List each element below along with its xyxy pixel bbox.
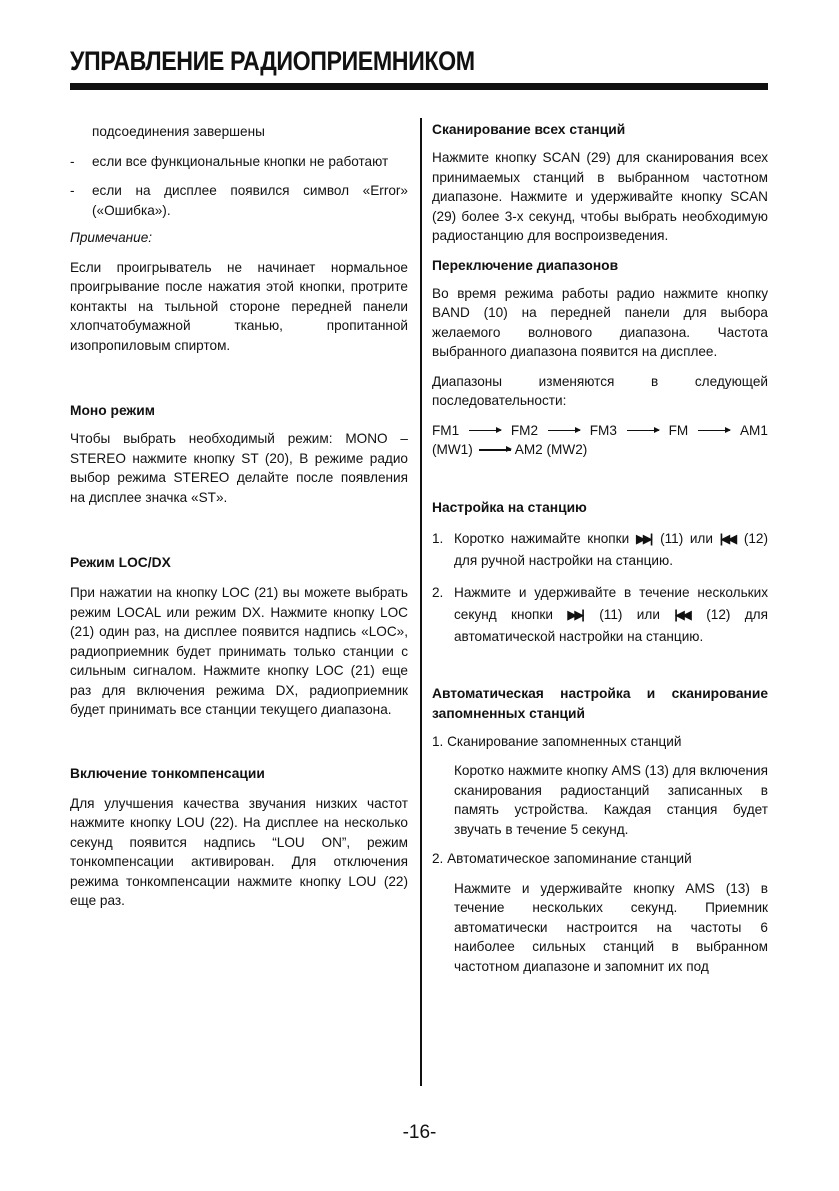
band-label: (MW1)	[432, 442, 473, 457]
band-sequence-row2	[432, 440, 768, 460]
note-label: Примечание:	[70, 230, 153, 245]
tuning-text: Коротко нажимайте кнопки	[454, 530, 630, 546]
bullet-mark: -	[70, 153, 75, 169]
loudness-title: Включение тонкомпенсации	[70, 765, 265, 781]
loc-title: Режим LOC/DX	[70, 555, 171, 570]
bullet-text: если на дисплее появился символ «Error» («Ошибка»).	[92, 183, 408, 218]
bullet-mark: -	[70, 183, 75, 198]
band-sequence	[432, 421, 768, 441]
loc-text: При нажатии на кнопку LOC (21) вы можете выбрать режим LOCAL или режим DX. Нажмите кнопку LOC (21) один раз, на дисплее появится надпись «LOC», радиоприемник будет принимать только станции с сильным сигналом. Нажмите кнопку LOC (21) еще раз для включения режима DX, радиоприемник будет принимать все станции текущего диапазона.	[70, 585, 408, 717]
note-text: Если проигрыватель не начинает нормальное проигрывание после нажатия этой кнопки, протрите контакты на тыльной стороне передней панели хлопчатобумажной тканью, пропитанной изопропиловым спиртом.	[70, 259, 408, 353]
title-rule	[70, 83, 768, 90]
arrow-right-icon	[627, 430, 659, 432]
mono-title: Моно режим	[70, 403, 155, 418]
scan-title: Сканирование всех станций	[432, 122, 626, 137]
band-label: FM1	[432, 422, 460, 438]
band-label: AM2 (MW2)	[514, 442, 588, 457]
column-divider	[420, 118, 422, 1086]
ams-item-1-text: Коротко нажмите кнопку AMS (13) для включения сканирования радиостанций записанных в память устройства. Каждая станция будет звучать в течение 5 секунд.	[454, 763, 768, 837]
scan-text: Нажмите кнопку SCAN (29) для сканирования всех принимаемых станций в выбранном частотном диапазоне. Нажмите и удерживайте кнопку SCAN (29) более 3-х секунд, чтобы выбрать необходимую радиостанцию для воспроизведения.	[432, 150, 768, 243]
tuning-title: Настройка на станцию	[432, 499, 587, 515]
tuning-item-1	[432, 528, 768, 572]
ams-item-2-text: Нажмите и удерживайте кнопку AMS (13) в течение нескольких секунд. Приемник автоматически настроится на частоты 6 наиболее сильных станций в выбранном частотном диапазоне и запомнит их под	[454, 880, 768, 974]
arrow-right-icon	[698, 430, 730, 432]
bullet-item	[70, 152, 408, 172]
tuning-text: Нажмите и удерживайте в течение нескольких секунд кнопки	[454, 584, 768, 622]
tuning-text: (11) или	[599, 606, 660, 622]
tuning-text: (11) или	[660, 530, 713, 546]
band-label: FM	[668, 422, 689, 438]
band-label: AM1	[739, 422, 768, 438]
tuning-text: (12) для ручной настройки на станцию.	[454, 530, 768, 568]
item-number: 1.	[432, 530, 444, 546]
band-title: Переключение диапазонов	[432, 257, 619, 273]
next-track-icon: ▶▶|	[635, 530, 651, 546]
prev-track-icon: |◀◀	[674, 606, 689, 622]
ams-item-2-head: 2. Автоматическое запоминание станций	[432, 851, 692, 866]
tuning-text: (12) для автоматической настройки на станцию.	[454, 606, 768, 644]
ams-title: Автоматическая настройка и сканирование запомненных станций	[432, 685, 768, 721]
arrow-right-icon	[469, 430, 501, 432]
page-title: УПРАВЛЕНИЕ РАДИОПРИЕМНИКОМ	[70, 46, 475, 76]
arrow-right-icon	[479, 449, 511, 451]
left-column	[70, 118, 408, 911]
ams-item-1-head: 1. Сканирование запомненных станций	[432, 733, 682, 749]
bullet-item	[70, 181, 408, 220]
prev-track-icon: |◀◀	[719, 530, 735, 546]
intro-tail: подсоединения завершены	[92, 124, 265, 139]
loudness-text: Для улучшения качества звучания низких частот нажмите кнопку LOU (22). На дисплее на несколько секунд появится надпись “LOU ON”, режим тонкомпенсации активирован. Для отключения режима тонкомпенсации нажмите кнопку LOU (22) еще раз.	[70, 795, 408, 908]
item-number: 2.	[432, 584, 444, 600]
page-number: -16-	[402, 1122, 437, 1143]
band-text: Во время режима работы радио нажмите кнопку BAND (10) на передней панели для выбора желаемого волнового диапазона. Частота выбранного диапазона появится на дисплее.	[432, 285, 768, 359]
band-label: FM3	[589, 422, 617, 438]
band-sequence-intro: Диапазоны изменяются в следующей последовательности:	[432, 373, 768, 408]
bullet-text: если все функциональные кнопки не работают	[92, 153, 389, 169]
tuning-item-2	[432, 582, 768, 648]
mono-text: Чтобы выбрать необходимый режим: MONO – STEREO нажмите кнопку ST (20), В режиме радио выбор режима STEREO делайте после появления на дисплее значка «ST».	[70, 431, 408, 505]
arrow-right-icon	[548, 430, 580, 432]
right-column	[432, 118, 768, 976]
next-track-icon: ▶▶|	[567, 606, 582, 622]
band-label: FM2	[510, 422, 539, 438]
